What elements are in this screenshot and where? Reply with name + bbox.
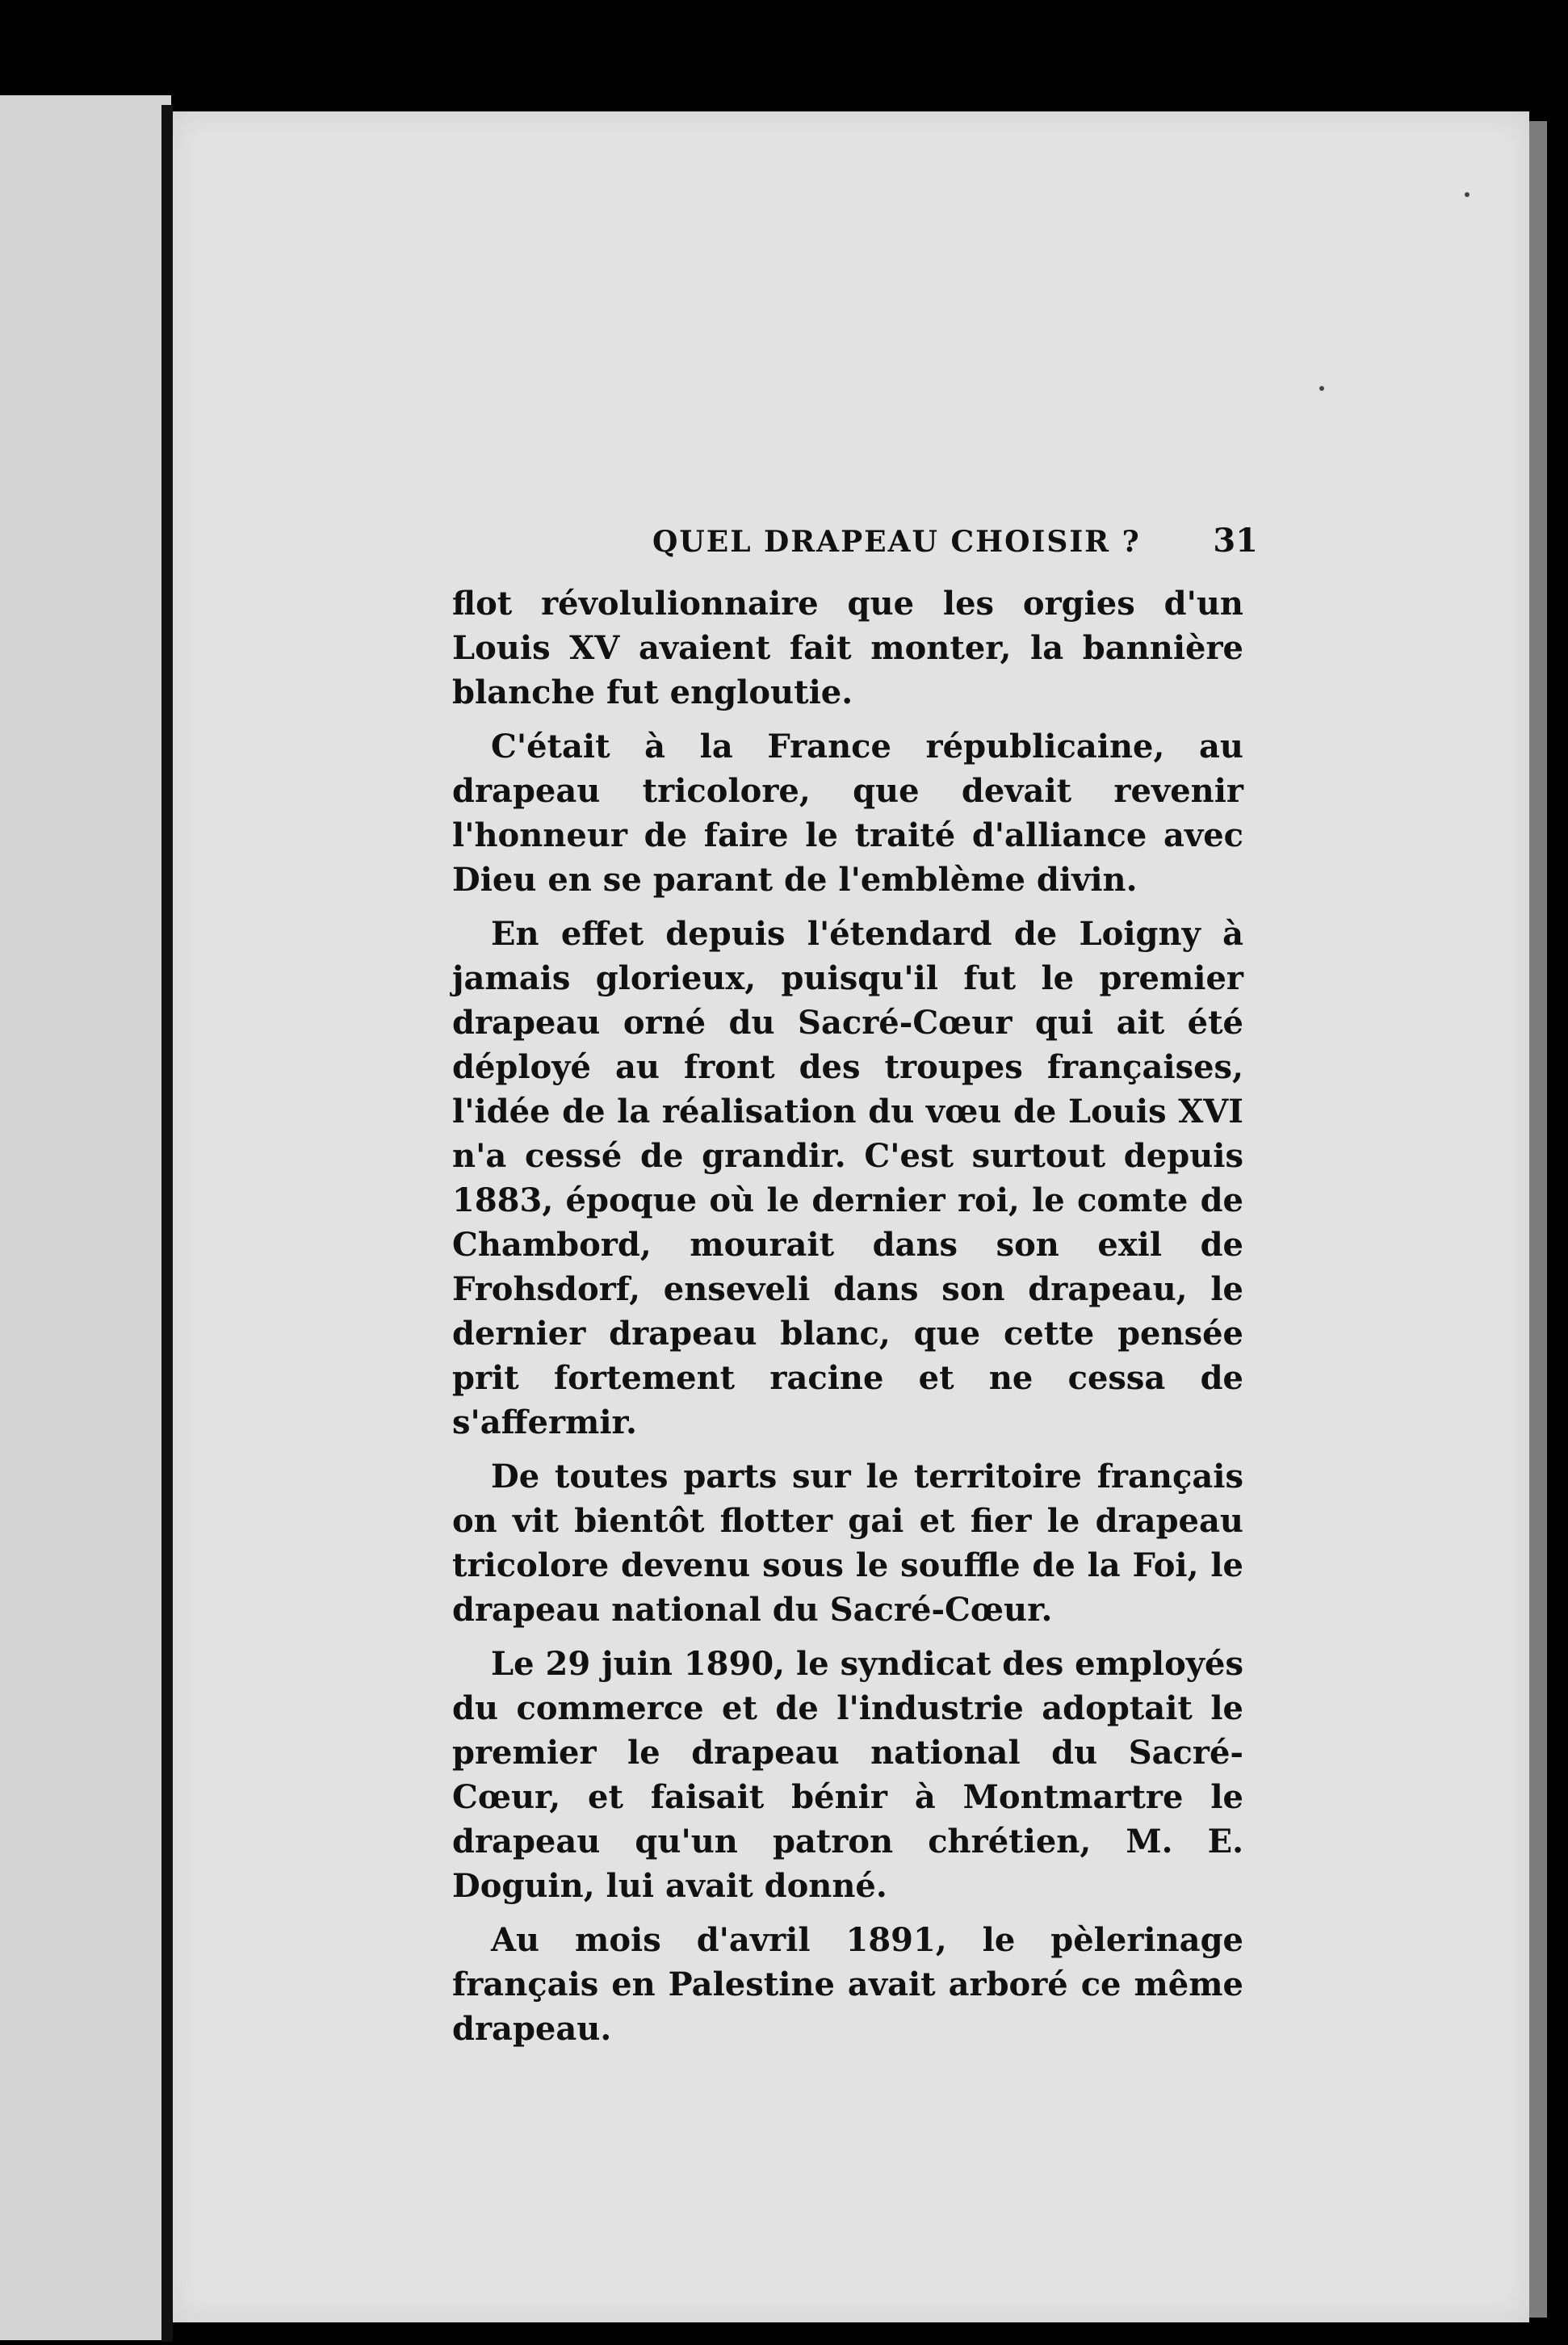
paragraph: De toutes parts sur le territoire français on vit bientôt flotter gai et fier le drapeau tricolore devenu sous le souffle de la Foi, le drapeau national du Sacré-Cœur. [452,1458,1243,1629]
paragraph: Le 29 juin 1890, le syndicat des employés du commerce et de l'industrie adoptait le premier le drapeau national du Sacré-Cœur, et faisait bénir à Montmartre le drapeau qu'un patron chrétien, M. E. Doguin, lui avait donné. [452,1645,1243,1905]
running-head: QUEL DRAPEAU CHOISIR ? [652,525,1141,559]
paragraph: flot révolulionnaire que les orgies d'un Louis XV avaient fait monter, la bannière blanche fut engloutie. [452,585,1243,711]
paper-speck [1465,192,1469,197]
paragraph: En effet depuis l'étendard de Loigny à jamais glorieux, puisqu'il fut le premier drapeau orné du Sacré-Cœur qui ait été déployé au front des troupes françaises, l'idée de la réalisation du vœu de Louis XVI n'a cessé de grandir. C'est surtout depuis 1883, époque où le dernier roi, le comte de Chambord, mourait dans son exil de Frohsdorf, enseveli dans son drapeau, le dernier drapeau blanc, que cette pensée prit fortement racine et ne cessa de s'affermir. [452,915,1243,1441]
paragraph: Au mois d'avril 1891, le pèlerinage français en Palestine avait arboré ce même drapeau. [452,1921,1243,2048]
page-number: 31 [1213,522,1258,560]
paper-speck [1319,386,1324,391]
paragraph: C'était à la France républicaine, au drapeau tricolore, que devait revenir l'honneur de faire le traité d'alliance avec Dieu en se parant de l'emblème divin. [452,728,1243,899]
page-right-edge [1529,121,1547,2318]
body-text [452,581,1243,2061]
page-gutter-line [161,105,173,2342]
previous-page-edge [0,95,171,2340]
page-header [652,517,1258,573]
